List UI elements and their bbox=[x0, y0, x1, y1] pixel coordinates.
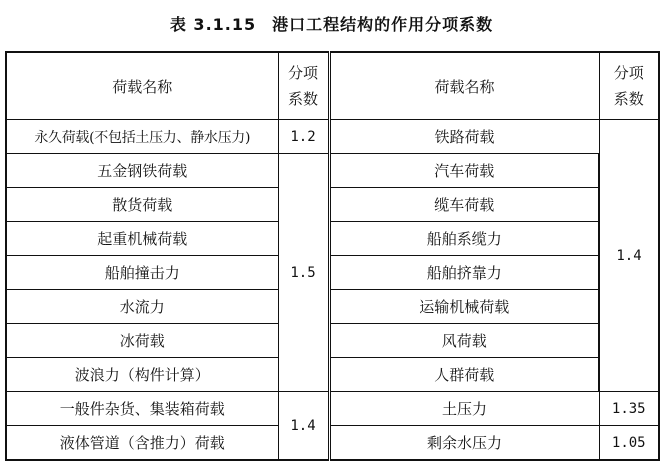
right-load-name: 铁路荷载 bbox=[329, 120, 599, 154]
right-factor-header: 分项 系数 bbox=[599, 52, 659, 120]
right-load-name: 船舶系缆力 bbox=[329, 222, 599, 256]
load-factor-table bbox=[5, 51, 660, 461]
table-row bbox=[6, 256, 659, 290]
left-load-name: 五金钢铁荷载 bbox=[6, 154, 278, 188]
table-row bbox=[6, 392, 659, 426]
left-load-name: 波浪力（构件计算） bbox=[6, 358, 278, 392]
table-row bbox=[6, 426, 659, 461]
right-load-name: 缆车荷载 bbox=[329, 188, 599, 222]
left-load-name: 散货荷载 bbox=[6, 188, 278, 222]
left-factor-value: 1.2 bbox=[278, 120, 329, 154]
left-load-name-header: 荷载名称 bbox=[6, 52, 278, 120]
right-factor-value: 1.05 bbox=[599, 426, 659, 461]
header-row bbox=[6, 52, 659, 120]
table-row bbox=[6, 154, 659, 188]
right-load-name: 剩余水压力 bbox=[329, 426, 599, 461]
left-load-name: 水流力 bbox=[6, 290, 278, 324]
right-load-name: 土压力 bbox=[329, 392, 599, 426]
table-title bbox=[0, 12, 663, 35]
table-row bbox=[6, 120, 659, 154]
table-row bbox=[6, 222, 659, 256]
left-load-name: 液体管道（含推力）荷载 bbox=[6, 426, 278, 461]
left-factor-value: 1.4 bbox=[278, 392, 329, 461]
right-load-name: 汽车荷载 bbox=[329, 154, 599, 188]
left-load-name: 起重机械荷载 bbox=[6, 222, 278, 256]
table-row bbox=[6, 188, 659, 222]
left-load-name: 一般件杂货、集装箱荷载 bbox=[6, 392, 278, 426]
left-factor-value: 1.5 bbox=[278, 154, 329, 392]
left-factor-header: 分项 系数 bbox=[278, 52, 329, 120]
right-load-name: 风荷载 bbox=[329, 324, 599, 358]
right-load-name-header: 荷载名称 bbox=[329, 52, 599, 120]
table-row bbox=[6, 290, 659, 324]
table-caption: 港口工程结构的作用分项系数 bbox=[272, 15, 494, 34]
right-load-name: 船舶挤靠力 bbox=[329, 256, 599, 290]
table-row bbox=[6, 358, 659, 392]
left-load-name: 永久荷载(不包括土压力、静水压力) bbox=[6, 120, 278, 154]
table-row bbox=[6, 324, 659, 358]
right-factor-value: 1.4 bbox=[599, 120, 659, 392]
left-load-name: 冰荷载 bbox=[6, 324, 278, 358]
table-number: 表 3.1.15 bbox=[169, 15, 257, 34]
right-load-name: 人群荷载 bbox=[329, 358, 599, 392]
right-factor-value: 1.35 bbox=[599, 392, 659, 426]
right-load-name: 运输机械荷载 bbox=[329, 290, 599, 324]
left-load-name: 船舶撞击力 bbox=[6, 256, 278, 290]
